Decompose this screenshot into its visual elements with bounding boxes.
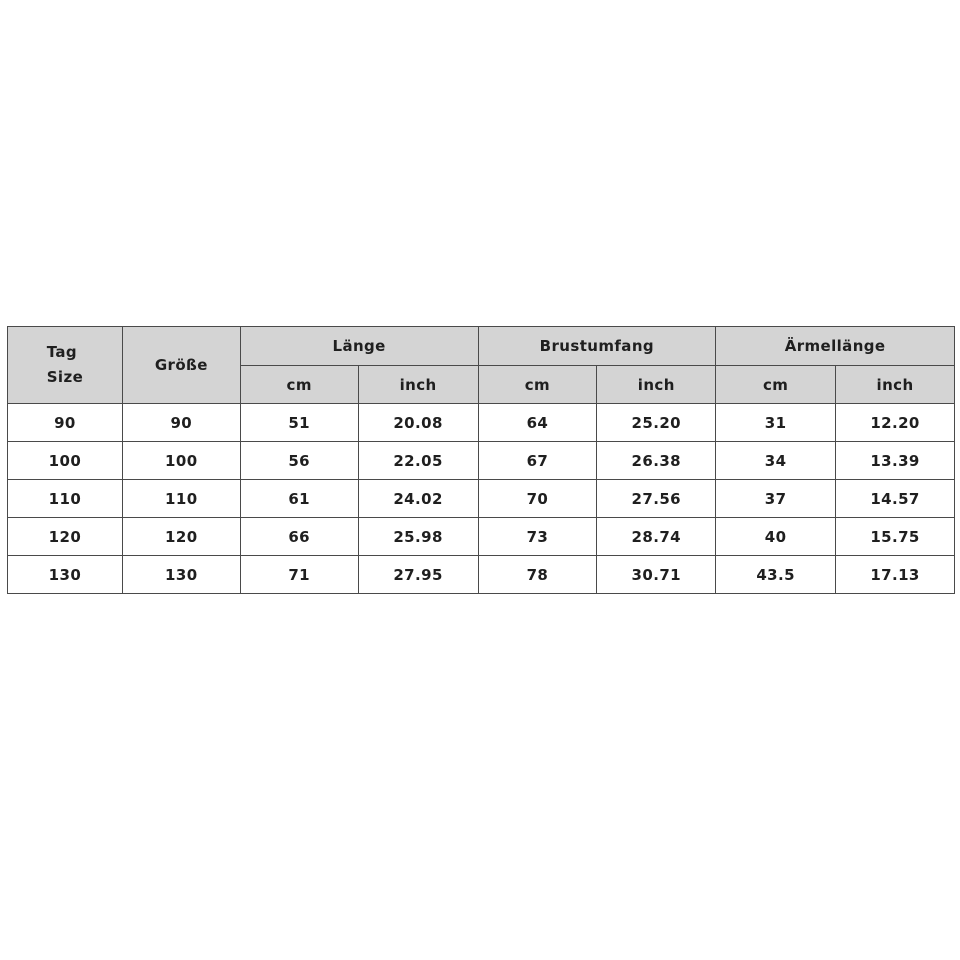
unit-aermellaenge-cm: cm bbox=[716, 366, 836, 404]
cell-brustumfang-inch: 26.38 bbox=[597, 442, 716, 480]
cell-laenge-cm: 71 bbox=[240, 556, 358, 594]
table-row-size-90 bbox=[8, 404, 955, 442]
tag-size-line2: Size bbox=[46, 368, 84, 386]
cell-laenge-inch: 24.02 bbox=[358, 480, 478, 518]
cell-laenge-cm: 66 bbox=[240, 518, 358, 556]
cell-brustumfang-cm: 70 bbox=[478, 480, 597, 518]
cell-laenge-inch: 20.08 bbox=[358, 404, 478, 442]
size-chart-table bbox=[7, 326, 955, 594]
cell-brustumfang-cm: 64 bbox=[478, 404, 597, 442]
cell-brustumfang-inch: 30.71 bbox=[597, 556, 716, 594]
cell-groesse: 90 bbox=[122, 404, 240, 442]
cell-laenge-cm: 51 bbox=[240, 404, 358, 442]
table-row-size-110 bbox=[8, 480, 955, 518]
size-chart-container bbox=[7, 326, 955, 594]
cell-tag-size: 130 bbox=[8, 556, 123, 594]
cell-brustumfang-cm: 67 bbox=[478, 442, 597, 480]
tag-size-label bbox=[47, 340, 83, 390]
cell-aermellaenge-cm: 31 bbox=[716, 404, 836, 442]
unit-aermellaenge-inch: inch bbox=[836, 366, 955, 404]
unit-laenge-inch: inch bbox=[358, 366, 478, 404]
cell-laenge-inch: 27.95 bbox=[358, 556, 478, 594]
cell-aermellaenge-inch: 14.57 bbox=[836, 480, 955, 518]
header-group-aermellaenge: Ärmellänge bbox=[716, 327, 955, 366]
cell-groesse: 100 bbox=[122, 442, 240, 480]
cell-aermellaenge-cm: 40 bbox=[716, 518, 836, 556]
cell-brustumfang-cm: 78 bbox=[478, 556, 597, 594]
cell-aermellaenge-inch: 12.20 bbox=[836, 404, 955, 442]
cell-laenge-cm: 56 bbox=[240, 442, 358, 480]
cell-aermellaenge-cm: 37 bbox=[716, 480, 836, 518]
cell-brustumfang-inch: 27.56 bbox=[597, 480, 716, 518]
cell-laenge-cm: 61 bbox=[240, 480, 358, 518]
unit-laenge-cm: cm bbox=[240, 366, 358, 404]
cell-aermellaenge-inch: 15.75 bbox=[836, 518, 955, 556]
cell-aermellaenge-cm: 34 bbox=[716, 442, 836, 480]
cell-brustumfang-cm: 73 bbox=[478, 518, 597, 556]
cell-tag-size: 120 bbox=[8, 518, 123, 556]
cell-brustumfang-inch: 28.74 bbox=[597, 518, 716, 556]
tag-size-line1: Tag bbox=[46, 343, 78, 361]
cell-aermellaenge-inch: 17.13 bbox=[836, 556, 955, 594]
header-group-row bbox=[8, 327, 955, 366]
cell-brustumfang-inch: 25.20 bbox=[597, 404, 716, 442]
cell-groesse: 120 bbox=[122, 518, 240, 556]
table-row-size-130 bbox=[8, 556, 955, 594]
cell-aermellaenge-inch: 13.39 bbox=[836, 442, 955, 480]
cell-aermellaenge-cm: 43.5 bbox=[716, 556, 836, 594]
cell-groesse: 130 bbox=[122, 556, 240, 594]
cell-laenge-inch: 25.98 bbox=[358, 518, 478, 556]
cell-tag-size: 90 bbox=[8, 404, 123, 442]
cell-tag-size: 110 bbox=[8, 480, 123, 518]
header-tag-size bbox=[8, 327, 123, 404]
cell-groesse: 110 bbox=[122, 480, 240, 518]
cell-laenge-inch: 22.05 bbox=[358, 442, 478, 480]
header-groesse: Größe bbox=[122, 327, 240, 404]
header-group-brustumfang: Brustumfang bbox=[478, 327, 716, 366]
unit-brustumfang-inch: inch bbox=[597, 366, 716, 404]
unit-brustumfang-cm: cm bbox=[478, 366, 597, 404]
cell-tag-size: 100 bbox=[8, 442, 123, 480]
header-group-laenge: Länge bbox=[240, 327, 478, 366]
table-row-size-120 bbox=[8, 518, 955, 556]
table-row-size-100 bbox=[8, 442, 955, 480]
